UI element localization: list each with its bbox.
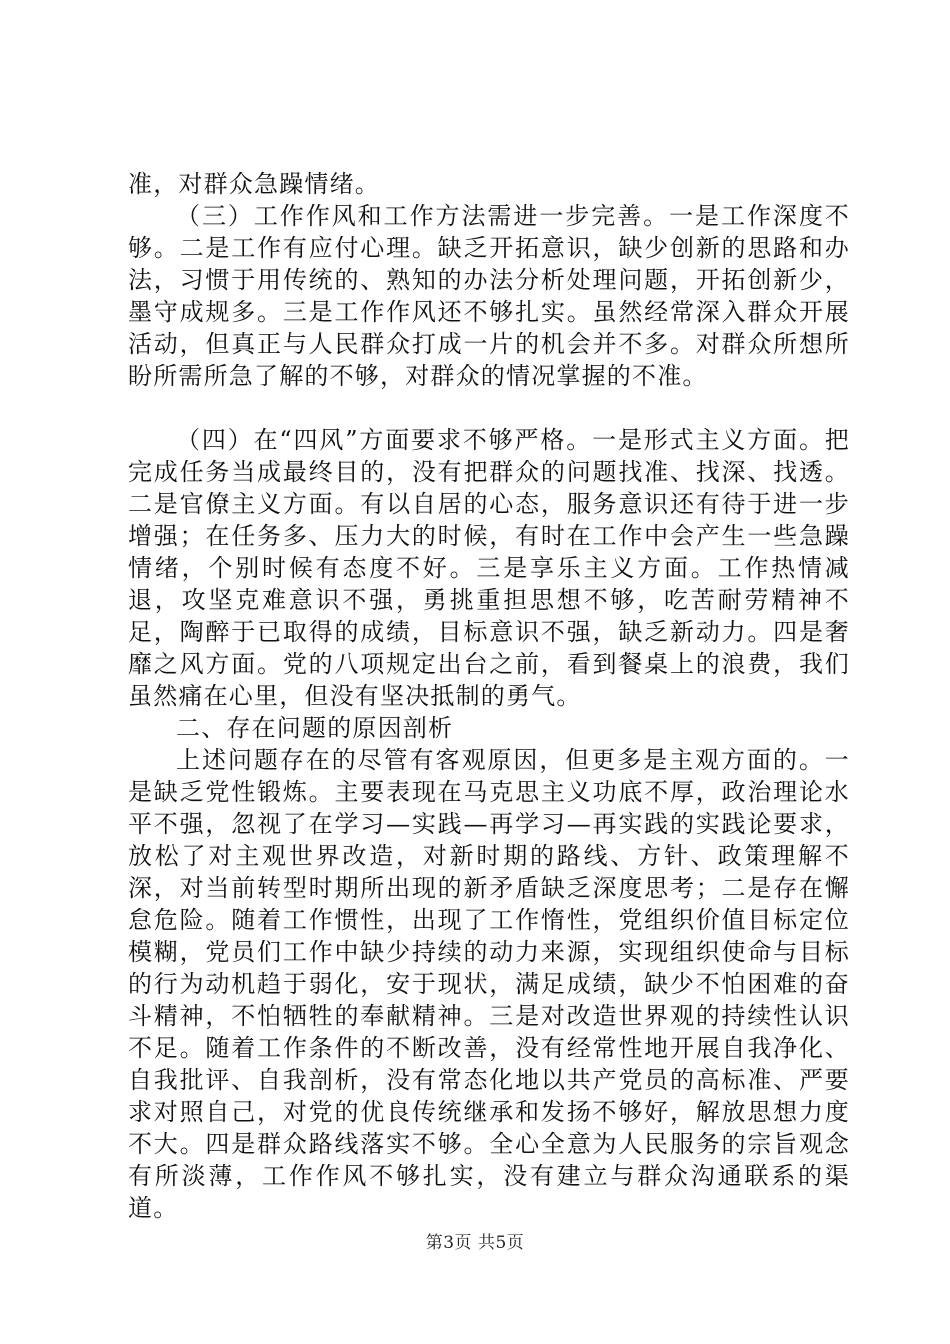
page-number-footer: 第3页 共5页 xyxy=(425,1233,525,1253)
paragraph-work-style: （三）工作作风和工作方法需进一步完善。一是工作深度不够。二是工作有应付心理。缺乏开拓意识，缺少创新的思路和办法，习惯于用传统的、熟知的办法分析处理问题，开拓创新少，墨守成规多。三是工作作风还不够扎实。虽然经常深入群众开展活动，但真正与人民群众打成一片的机会并不多。对群众所想所盼所需所急了解的不够，对群众的情况掌握的不准。 xyxy=(128,202,850,390)
paragraph-continuation: 准，对群众急躁情绪。 xyxy=(128,170,380,198)
paragraph-cause-analysis: 上述问题存在的尽管有客观原因，但更多是主观方面的。一是缺乏党性锻炼。主要表现在马克思主义功底不厚，政治理论水平不强，忽视了在学习—实践—再学习—再实践的实践论要求，放松了对主观世界改造，对新时期的路线、方针、政策理解不深，对当前转型时期所出现的新矛盾缺乏深度思考；二是存在懈怠危险。随着工作惯性，出现了工作惰性，党组织价值目标定位模糊，党员们工作中缺少持续的动力来源，实现组织使命与目标的行为动机趋于弱化，安于现状，满足成绩，缺少不怕困难的奋斗精神，不怕牺牲的奉献精神。三是对改造世界观的持续性认识不足。随着工作条件的不断改善，没有经常性地开展自我净化、自我批评、自我剖析，没有常态化地以共产党员的高标准、严要求对照自己，对党的优良传统继承和发扬不够好，解放思想力度不大。四是群众路线落实不够。全心全意为人民服务的宗旨观念有所淡薄，工作作风不够扎实，没有建立与群众沟通联系的渠道。 xyxy=(128,746,850,1222)
document-body xyxy=(128,168,850,1224)
section-heading-cause-analysis: 二、存在问题的原因剖析 xyxy=(176,714,454,742)
paragraph-gap xyxy=(128,392,850,424)
paragraph-four-winds: （四）在“四风”方面要求不够严格。一是形式主义方面。把完成任务当成最终目的，没有把群众的问题找准、找深、找透。二是官僚主义方面。有以自居的心态，服务意识还有待于进一步增强；在任务多、压力大的时候，有时在工作中会产生一些急躁情绪，个别时候有态度不好。三是享乐主义方面。工作热情减退，攻坚克难意识不强，勇挑重担思想不够，吃苦耐劳精神不足，陶醉于已取得的成绩，目标意识不强，缺乏新动力。四是奢靡之风方面。党的八项规定出台之前，看到餐桌上的浪费，我们虽然痛在心里，但没有坚决抵制的勇气。 xyxy=(128,426,850,710)
